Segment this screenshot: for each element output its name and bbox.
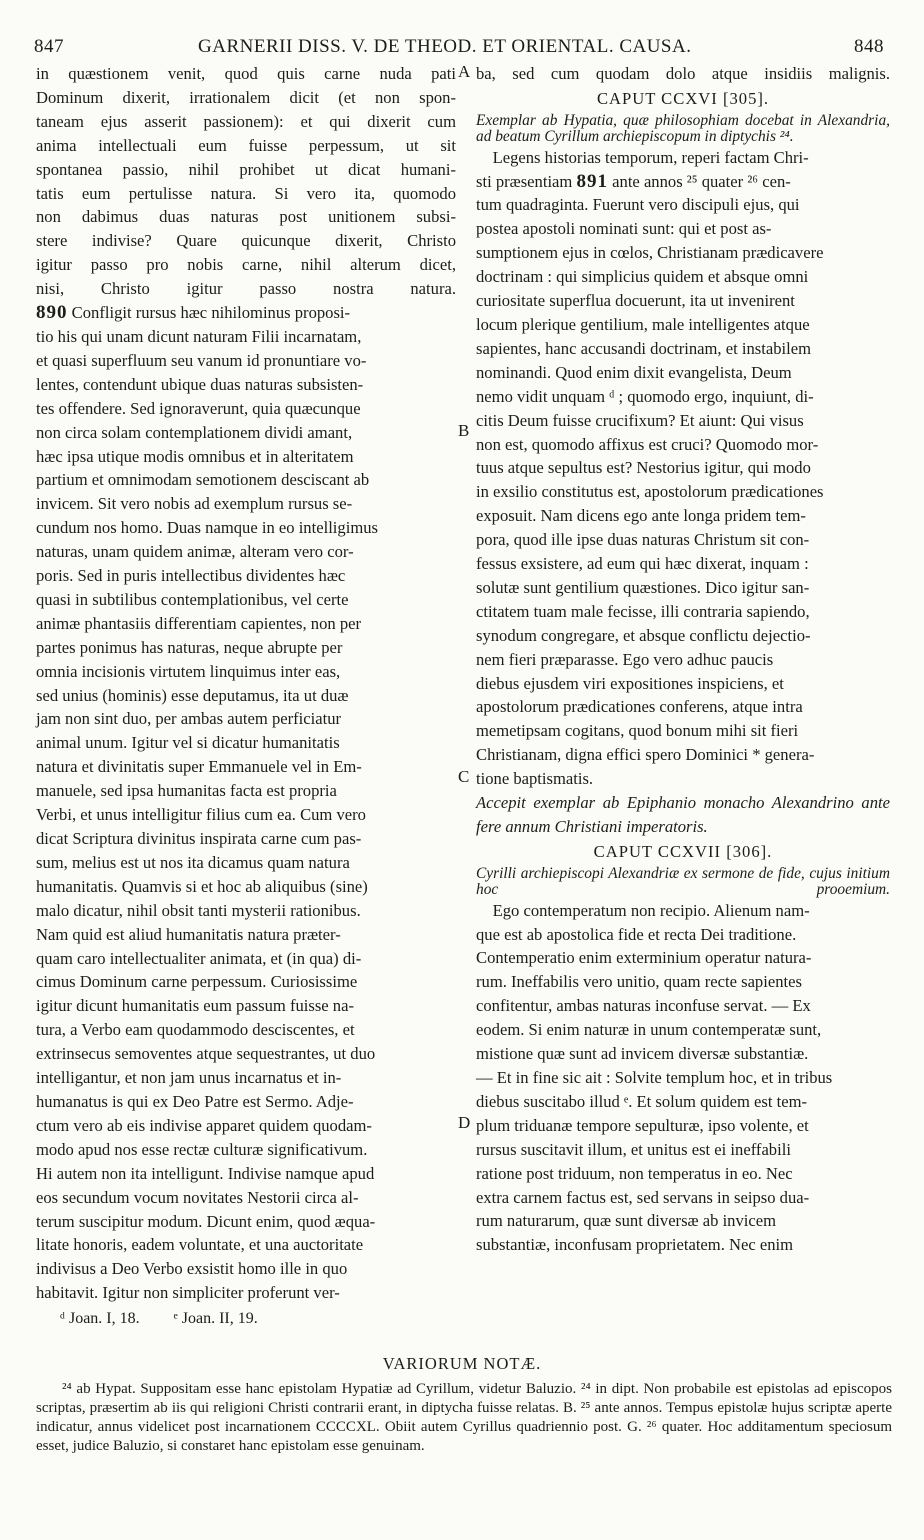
variorum-notes-text: ²⁴ ab Hypat. Suppositam esse hanc epistolam Hypatiæ ad Cyrillum, videtur Baluzio. ²⁴ in dipt. Non probabile est epistolas ad episcopos scriptas, præsertim ab iis qui religioni Christi contrarii erant, in diptycha fuisse relatas. B. ²⁵ ante annos. Tempus epistolæ hujus scriptæ aperte indicatur, annus videlicet post incarnationem CCCCXL. Obiit autem Cyrillus quadriennio post. G. ²⁶ quater. Hoc additamentum speciosum esset, judice Baluzio, si constaret hanc epistolam esse genuinam.	[36, 1381, 892, 1454]
accepit-note: Accepit exemplar ab Epiphanio monacho Alexandrino ante fere annum Christiani imperatoris.	[476, 793, 890, 836]
notes-heading: VARIORUM NOTÆ.	[382, 1354, 542, 1373]
left-column	[36, 62, 456, 1305]
right-paragraph-2: Ego contemperatum non recipio. Alienum nam- que est ab apostolica fide et recta Dei traditione. Contemperatio enim exterminium operatur natura- rum. Ineffabilis vero unitio, quam recte sapientes confitentur, ambas naturas inconfuse servat. — Ex eodem. Si enim naturæ in unum contemperatæ sunt, mistione quæ sunt ad invicem diversæ substantiæ. — Et in fine sic ait : Solvite templum hoc, et in tribus diebus suscitabo illud ᵉ. Et solum quidem est tem- plum triduanæ tempore sepulturæ, ipso volente, et rursus suscitavit illum, et unitus est ei ineffabili ratione post triduum, non temperatus in eo. Nec extra carnem factus est, sed servans in seipso dua- rum naturarum, quæ sunt diversæ ab invicem substantiæ, inconfusam proprietatem. Nec enim	[476, 900, 833, 1255]
caput-description-ccxvi: Exemplar ab Hypatia, quæ philosophiam docebat in Alexandria, ad beatum Cyrillum archiepiscopum in diptychis ²⁴.	[476, 111, 890, 146]
margin-letter-b: B	[458, 421, 470, 440]
caput-heading-ccxvi: CAPUT CCXVI [305].	[596, 88, 770, 108]
left-paragraph-2: 890 Confligit rursus hæc nihilominus proposi- tio his qui unam dicunt naturam Filii incarnatam, et quasi superfluum seu vanum id pronuntiare vo- lentes, contendunt ubique duas naturas subsisten- tes offendere. Sed ignoraverunt, quia quæcunque non circa solam contemplationem dividi amant, hæc ipsa utique modis omnibus et in alteritatem partium et omnimodam semotionem desciscant ab invicem. Sit vero nobis ad exemplum rursus se- cundum nos homo. Duas namque in eo intelligimus naturas, unam quidem animæ, alteram vero cor- poris. Sed in puris intellectibus dividentes hæc quasi in subtilibus contemplationibus, vel certe animæ phantasiis differentiam capientes, non per partes ponimus has naturas, neque abrupte per omnia incisionis virtutem linquimus inter eas, sed unius (hominis) esse deputamus, ita ut duæ jam non sint duo, per ambas autem perficiatur animal unum. Igitur vel si dicatur humanitatis natura et divinitatis super Emmanuele vel in Em- manuele, sed ipsa humanitas facta est propria Verbi, et unus intelligitur filius cum ea. Cum vero dicat Scriptura divinitus inspirata carne cum pas- sum, melius est ut nos ita dicamus quam natura humanitatis. Quamvis si et hoc ab aliquibus (sine) malo dicatur, nihil obsit tanti mysterii rationibus. Nam quid est aliud humanitatis natura præter- quam caro intellectualiter animata, et (in qua) di- cimus Dominum carne perpessum. Curiosissime igitur dicunt humanitatis eum passum fuisse na- tura, a Verbo eam quodammodo desciscentes, et extrinsecus semoventes atque sequestrantes, ut duo intelligantur, et non jam unus incarnatus et in- humanatus is qui ex Deo Patre est Sermo. Adje- ctum vero ab eis indivise apparet quidem quodam- modo apud nos esse rectæ culturæ significativum. Hi autem non ita intelligunt. Indivise namque apud eos secundum vocum novitates Nestorii circa al- terum suscipitur modum. Dicunt enim, quod æqua- litate honoris, eadem voluntate, et una auctoritate indivisus a Deo Verbo exsistit homo ille in quo habitavit. Igitur non simpliciter proferunt ver-	[36, 302, 378, 1303]
left-page-number: 847	[34, 36, 64, 57]
right-first-line: ba, sed cum quodam dolo atque insidiis malignis.	[476, 64, 890, 83]
margin-letter-c: C	[458, 767, 470, 786]
right-paragraph-1: Legens historias temporum, reperi factam Chri- sti præsentiam 891 ante annos ²⁵ quater ²⁶ cen- tum quadraginta. Fuerunt vero discipuli ejus, qui postea apostoli nominati sunt: qui et post as- sumptionem ejus in cœlos, Christianam prædicavere doctrinam : qui simplicius quidem et absque omni curiositate superflua docuerunt, ita ut invenirent locum plerique gentilium, male intelligentes atque sapientes, hanc accusandi doctrinam, et instabilem nominandi. Quod enim dixit evangelista, Deum nemo vidit unquam ᵈ ; quomodo ergo, inquiunt, di- citis Deum fuisse crucifixum? Et aiunt: Qui visus non est, quomodo affixus est cruci? Quomodo mor- tuus atque sepultus est? Nestorius igitur, qui modo in exsilio constitutus est, apostolorum prædicationes exposuit. Nam dicens ego ante longa pridem tem- pora, quod ille ipse duas naturas Christum sit con- fessus exsistere, ad eum qui hæc dixerat, inquam : solutæ sunt gentilium quæstiones. Dico igitur san- ctitatem tuam male fecisse, illi contraria sapiendo, synodum congregare, et absque conflictu dejectio- nem fieri præparasse. Ego vero adhuc paucis diebus ejusdem viri expositiones inspiciens, et apostolorum prædicationes conferens, atque intra memetipsam cogitans, quod bonum mihi sit fieri Christianam, digna effici spero Dominici * genera- tione baptismatis.	[476, 147, 824, 789]
running-header-title: GARNERII DISS. V. DE THEOD. ET ORIENTAL. CAUSA.	[198, 36, 692, 57]
scripture-footnotes	[60, 1310, 288, 1328]
right-column	[476, 62, 890, 1257]
margin-letter-d: D	[458, 1113, 471, 1132]
caput-description-ccxvii: Cyrilli archiepiscopi Alexandriæ ex sermone de fide, cujus initium hoc prooemium.	[476, 864, 890, 899]
section-number-891: 891	[576, 170, 608, 192]
margin-letter-a: A	[458, 62, 471, 81]
caput-heading-ccxvii: CAPUT CCXVII [306].	[593, 841, 773, 861]
right-page-number: 848	[854, 36, 884, 57]
left-paragraph-1: in quæstionem venit, quod quis carne nuda pati Dominum dixerit, irrationalem dicit (et non spon- taneam ejus asserit passionem): et qui dixerit cum anima intellectuali eum fuisse perpessum, ut sit spontanea passio, nihil prohibet ut dicat humani- tatis eum pertulisse natura. Si vero ita, quomodo non dabimus duas naturas post unitionem subsi- stere indivise? Quare quicunque dixerit, Christo igitur passo pro nobis carne, nihil alterum dicet, nisi, Christo igitur passo nostra natura.	[36, 64, 456, 299]
section-number-890: 890	[36, 302, 68, 324]
footnote-e: ᵉ Joan. II, 19.	[173, 1310, 258, 1327]
footnote-d: ᵈ Joan. I, 18.	[60, 1310, 140, 1327]
